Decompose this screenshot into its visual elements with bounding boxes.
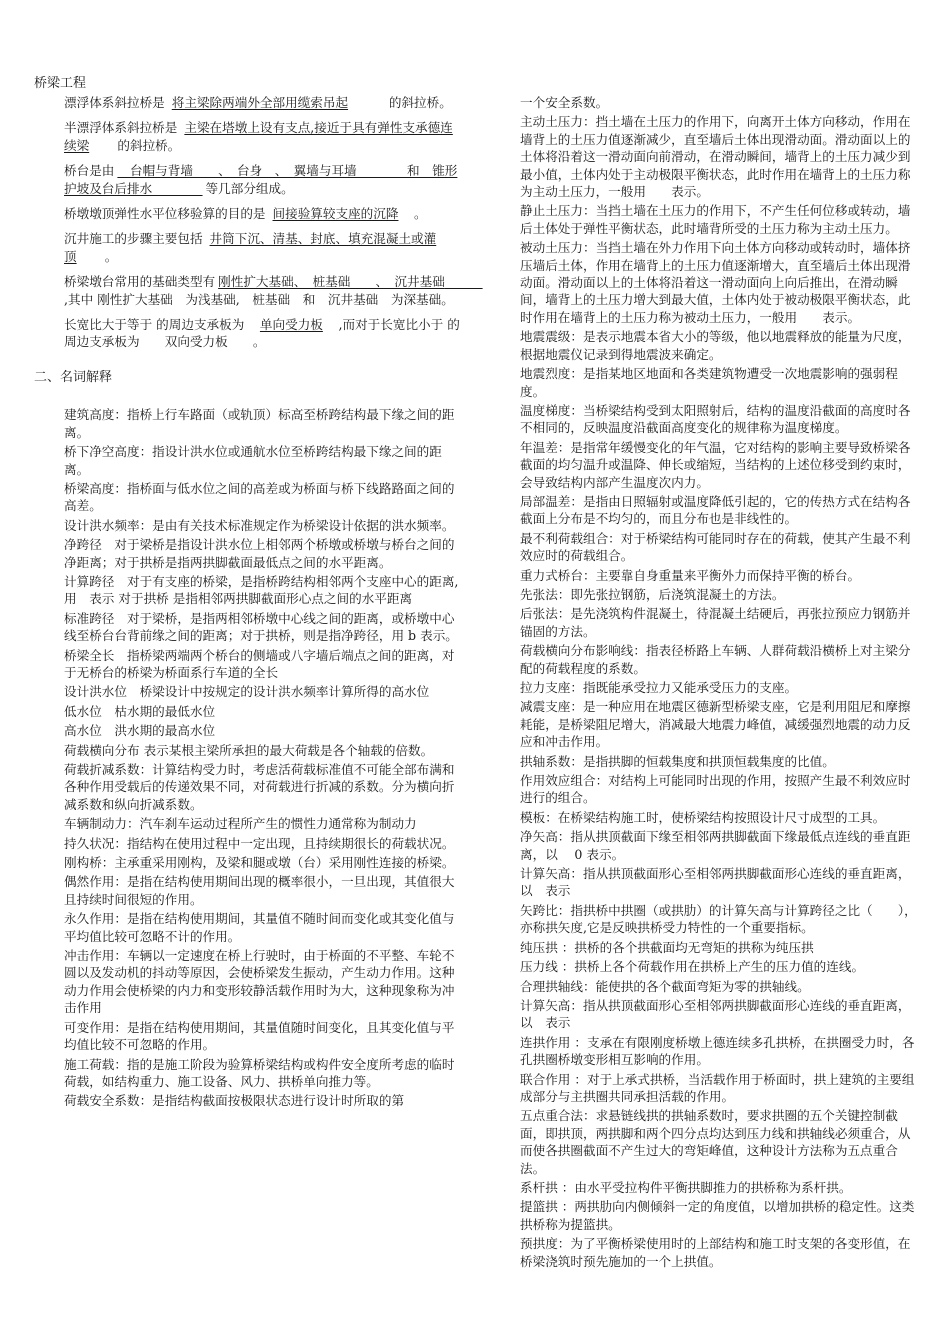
definition-item: 温度梯度：当桥梁结构受到太阳照射后，结构的温度沿截面的高度时各不相同的，反映温度沿截面高度变化的规律称为温度梯度。 (520, 402, 911, 436)
left-definitions (64, 406, 462, 1109)
fill-answer: 单向受力板 (259, 317, 323, 333)
definition-item: 设计洪水频率：是由有关技术标准规定作为桥梁设计依据的洪水频率。 (64, 517, 455, 533)
fill-answer: 主梁在塔墩上设有支点,接近于具有弹性支承德连续梁 (64, 120, 453, 153)
definition-item: 桥梁全长 指桥梁两端两个桥台的侧墙或八字墙后端点之间的距离，对于无桥台的桥梁为桥面系行车道的全长 (64, 647, 455, 680)
definition-item: 被动土压力：当挡土墙在外力作用下向土体方向移动或转动时，墙体挤压墙后土体，作用在墙背上的土压力值逐渐增大，直至墙后土体出现滑动面。滑动面以上的土体将沿着这一滑动面向上向后推出，在滑动瞬间，墙背上的土压力增大到最大值，土体内处于被动极限平衡状态，此时作用在墙背上的土压力称为被动土压力，一般用 表示。 (520, 240, 911, 325)
definition-item: 后张法：是先浇筑构件混凝土，待混凝土结硬后，再张拉预应力钢筋并锚固的方法。 (520, 606, 911, 639)
fill-item: 沉井施工的步骤主要包括 井筒下沉、清基、封底、填充混凝土或灌顶 。 (64, 231, 437, 264)
definition-item: 荷载折减系数：计算结构受力时，考虑活荷载标准值不可能全部布满和各种作用受载后的传递效果不同，对荷载进行折减的系数。分为横向折减系数和纵向折减系数。 (64, 762, 455, 812)
fill-answer: 间接验算较支座的沉降 (272, 206, 399, 222)
definition-item: 桥下净空高度：指设计洪水位或通航水位至桥跨结构最下缘之间的距离。 (64, 444, 442, 477)
definition-item: 施工荷载：指的是施工阶段为验算桥梁结构或构件安全度所考虑的临时荷载，如结构重力、施工设备、风力、拱桥单向推力等。 (64, 1056, 455, 1089)
section-heading: 二、名词解释 (34, 369, 113, 385)
definition-item: 提篮拱 ：两拱肋向内侧倾斜一定的角度值，以增加拱桥的稳定性。这类拱桥称为提篮拱。 (520, 1199, 915, 1232)
definition-item: 静止土压力：当挡土墙在土压力的作用下，不产生任何位移或转动，墙后土体处于弹性平衡状态，此时墙背所受的土压力称为主动土压力。 (520, 203, 911, 236)
fill-answer: 刚性扩大基础、 桩基础 、 沉井基础 (218, 274, 483, 290)
definition-item: 地震震级：是表示地震本省大小的等级，他以地震释放的能量为尺度，根据地震仪记录到得地震波来确定。 (520, 329, 911, 362)
definition-item: 作用效应组合：对结构上可能同时出现的作用，按照产生最不利效应时进行的组合。 (520, 773, 911, 806)
definition-item: 计算矢高：指从拱顶截面形心至相邻两拱脚截面形心连线的垂直距离，以 表示 (520, 866, 911, 899)
definition-item: 拉力支座：指既能承受拉力又能承受压力的支座。 (520, 680, 798, 695)
definition-item: 矢跨比：指拱桥中拱圈（或拱肋）的计算矢高与计算跨径之比（ ），亦称拱矢度,它是反映拱桥受力特性的一个重要指标。 (520, 902, 917, 936)
definition-item: 主动土压力：挡土墙在土压力的作用下，向离开土体方向移动，作用在墙背上的土压力值逐渐减少，直至墙后土体出现滑动面。滑动面以上的土体将沿着这一滑动面向前滑动，在滑动瞬间，墙背上的土压力减少到最小值，土体内处于主动极限平衡状态，此时作用在墙背上的土压力称为主动土压力，一般用 表示。 (520, 114, 911, 200)
definition-item: 地震烈度：是指某地区地面和各类建筑物遭受一次地震影响的强弱程度。 (520, 366, 898, 399)
definition-item: 局部温差：是指由日照辐射或温度降低引起的，它的传热方式在结构各截面上分布是不均匀的，而且分布也是非线性的。 (520, 493, 911, 527)
definition-item: 净矢高：指从拱顶截面下缘至相邻两拱脚截面下缘最低点连线的垂直距离，以 0 表示。 (520, 829, 911, 862)
definition-item: 荷载横向分布影响线：指表径桥路上车辆、人群荷载沿横桥上对主梁分配的荷载程度的系数。 (520, 643, 911, 676)
definition-item: 预拱度：为了平衡桥梁使用时的上部结构和施工时支架的各变形值，在桥梁浇筑时预先施加的一个上拱值。 (520, 1236, 911, 1269)
definition-item: 桥梁高度：指桥面与低水位之间的高差或为桥面与桥下线路路面之间的高差。 (64, 480, 455, 514)
definition-item: 模板：在桥梁结构施工时，使桥梁结构按照设计尺寸成型的工具。 (520, 809, 886, 825)
document-title: 桥梁工程 (34, 76, 87, 91)
definition-item: 建筑高度：指桥上行车路面（或轨顶）标高至桥跨结构最下缘之间的距离。 (64, 407, 455, 440)
definition-item: 永久作用：是指在结构使用期间，其量值不随时间而变化或其变化值与平均值比较可忽略不计的作用。 (64, 911, 455, 944)
definition-item: 设计洪水位 桥梁设计中按规定的设计洪水频率计算所得的高水位 (64, 684, 430, 700)
fill-item: 桥梁墩台常用的基础类型有 刚性扩大基础、 桩基础 、 沉井基础 ,其中 刚性扩大基础 为浅基础, 桩基础 和 沉井基础 为深基础。 (64, 273, 462, 308)
definition-item: 计算跨径 对于有支座的桥梁，是指桥跨结构相邻两个支座中心的距离,用 表示 对于拱桥 是指相邻两拱脚截面形心点之间的水平距离 (64, 573, 459, 607)
definition-item: 合理拱轴线：能使拱的各个截面弯矩为零的拱轴线。 (520, 978, 810, 994)
left-column (34, 94, 483, 1112)
fill-item: 漂浮体系斜拉桥是 将主梁除两端外全部用缆索吊起 的斜拉桥。 (64, 95, 452, 110)
definition-item: 净跨径 对于梁桥是指设计洪水位上相邻两个桥墩或桥墩与桥台之间的净距离；对于拱桥是指两拱脚截面最低点之间的水平距离。 (64, 537, 455, 570)
fill-answer: 井筒下沉、清基、封底、填充混凝土或灌顶 (64, 231, 437, 264)
definition-item: 五点重合法：求悬链线拱的拱轴系数时，要求拱圈的五个关键控制截面，即拱顶，两拱脚和两个四分点均达到压力线和拱轴线必须重合，从而使各拱圈截面不产生过大的弯矩峰值，这种设计方法称为五点重合法。 (520, 1108, 911, 1176)
fill-item: 半漂浮体系斜拉桥是 主梁在塔墩上设有支点,接近于具有弹性支承德连续梁 的斜拉桥。 (64, 120, 453, 153)
definition-item: 车辆制动力：汽车刹车运动过程所产生的惯性力通常称为制动力 (64, 816, 417, 832)
definition-item: 持久状况：指结构在使用过程中一定出现，且持续期很长的荷载状况。 (64, 835, 455, 851)
definition-item: 年温差：是指常年缓慢变化的年气温，它对结构的影响主要导致桥梁各截面的均匀温升或温降、伸长或缩短，当结构的上述位移受到约束时，会导致结构内部产生温度次内力。 (520, 439, 911, 490)
definition-item: 偶然作用：是指在结构使用期间出现的概率很小，一旦出现，其值很大且持续时间很短的作用。 (64, 874, 455, 907)
definition-item: 联合作用 ：对于上承式拱桥，当活载作用于桥面时，拱上建筑的主要组成部分与主拱圈共同承担活载的作用。 (520, 1071, 915, 1104)
definition-item: 拱轴系数：是指拱脚的恒载集度和拱顶恒载集度的比值。 (520, 753, 835, 769)
definition-item: 纯压拱 ：拱桥的各个拱截面均无弯矩的拱称为纯压拱 (520, 939, 814, 955)
definition-item: 连拱作用 ：支承在有限刚度桥墩上德连续多孔拱桥，在拱圈受力时，各孔拱圈桥墩变形相互影响的作用。 (520, 1034, 915, 1068)
definition-item: 减震支座：是一种应用在地震区德新型桥梁支座，它是利用阻尼和摩擦耗能，是桥梁阻尼增大，消减最大地震力峰值，减缓强烈地震的动力反应和冲击作用。 (520, 699, 911, 750)
definition-item: 计算矢高：指从拱顶截面形心至相邻两拱脚截面形心连线的垂直距离，以 表示 (520, 997, 911, 1031)
definition-item: 低水位 枯水期的最低水位 (64, 703, 216, 719)
fill-item: 桥墩墩顶弹性水平位移验算的目的是 间接验算较支座的沉降 。 (64, 206, 427, 222)
definition-item: 一个安全系数。 (520, 95, 609, 110)
definition-item: 刚构桥：主承重采用刚构，及梁和腿或墩（台）采用刚性连接的桥梁。 (64, 855, 455, 871)
fill-answer: 台帽与背墙 、 台身 、 翼墙与耳墙 和 锥形护坡及台后排水 (64, 163, 458, 196)
fill-item: 长宽比大于等于 的周边支承板为 单向受力板 ,而对于长宽比小于 的周边支承板为 双向受力板 。 (64, 317, 460, 350)
definition-item: 冲击作用：车辆以一定速度在桥上行驶时，由于桥面的不平整、车轮不圆以及发动机的抖动等原因，会使桥梁发生振动，产生动力作用。这种动力作用会使桥梁的内力和变形较静活载作用时为大，这种现象称为冲击作用 (64, 948, 455, 1016)
definition-item: 重力式桥台：主要靠自身重量来平衡外力而保持平衡的桥台。 (520, 567, 861, 583)
fill-item: 桥台是由 台帽与背墙 、 台身 、 翼墙与耳墙 和 锥形护坡及台后排水 等几部分组成。 (64, 163, 458, 196)
definition-item: 高水位 洪水期的最高水位 (64, 723, 216, 739)
definition-item: 系杆拱 ：由水平受拉构件平衡拱脚推力的拱桥称为系杆拱。 (520, 1179, 852, 1195)
definition-item: 可变作用：是指在结构使用期间，其量值随时间变化，且其变化值与平均值比较不可忽略的作用。 (64, 1019, 455, 1053)
definition-item: 最不利荷载组合：对于桥梁结构可能同时存在的荷载，使其产生最不利效应时的荷载组合。 (520, 530, 911, 564)
right-definitions (520, 94, 920, 1270)
definition-item: 标准跨径 对于梁桥，是指两相邻桥墩中心线之间的距离，或桥墩中心线至桥台台背前缘之间的距离；对于拱桥，则是指净跨径，用 b 表示。 (64, 610, 458, 644)
definition-item: 先张法：即先张拉钢筋，后浇筑混凝土的方法。 (520, 586, 785, 602)
fill-in-section (64, 94, 483, 351)
definition-item: 荷载安全系数：是指结构截面按极限状态进行设计时所取的第 (64, 1093, 405, 1109)
definition-item: 压力线 ：拱桥上各个荷载作用在拱桥上产生的压力值的连线。 (520, 959, 865, 975)
definition-item: 荷载横向分布 表示某根主梁所承担的最大荷载是各个轴载的倍数。 (64, 742, 434, 758)
right-column (520, 94, 920, 1272)
fill-answer: 将主梁除两端外全部用缆索吊起 (171, 95, 349, 110)
